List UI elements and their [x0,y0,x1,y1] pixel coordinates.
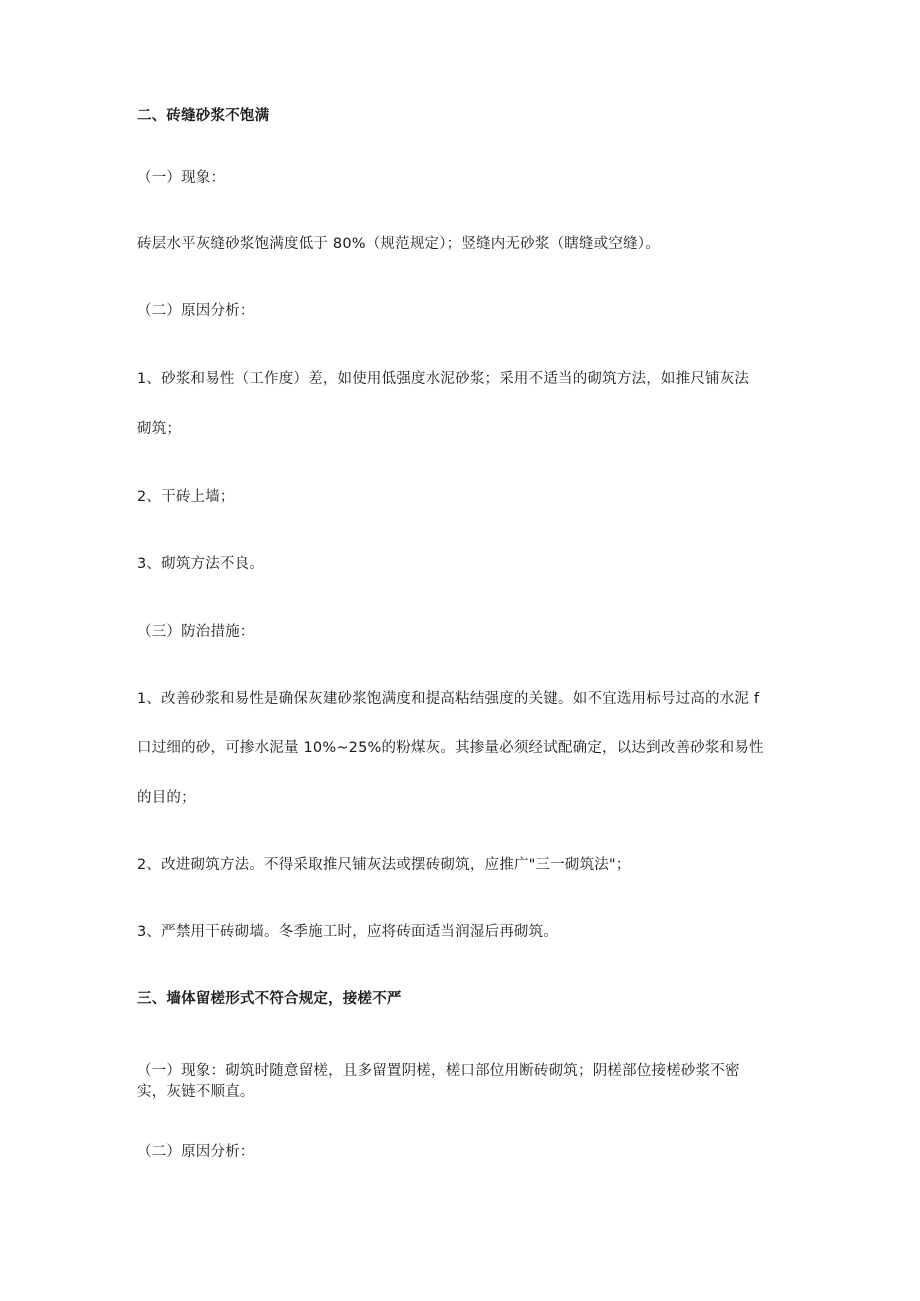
s2-measure-3: 3、严禁用干砖砌墙。冬季施工时，应将砖面适当润湿后再砌筑。 [137,924,559,940]
s3-cause-label: （二）原因分析： [137,1144,255,1160]
s2-cause-3: 3、砌筑方法不良。 [137,556,265,572]
s3-phenomenon-line-2: 实，灰链不顺直。 [137,1084,255,1100]
section-3-title: 三、墙体留槎形式不符合规定，接槎不严 [137,991,402,1007]
s2-cause-1-line-2: 砌筑； [137,421,182,437]
s2-cause-1-line-1: 1、砂浆和易性（工作度）差，如使用低强度水泥砂浆；采用不适当的砌筑方法，如推尺铺灰法 [137,371,750,387]
s2-measure-2: 2、改进砌筑方法。不得采取推尺铺灰法或摆砖砌筑，应推广"三一砌筑法"； [137,857,631,873]
s2-measure-1-line-2: 口过细的砂，可掺水泥量 10%~25%的粉煤灰。其掺量必须经试配确定，以达到改善砂浆和易性 [137,740,764,756]
s2-measure-label: （三）防治措施： [137,624,255,640]
s2-cause-label: （二）原因分析： [137,303,255,319]
s2-phenomenon-label: （一）现象： [137,170,226,186]
s2-measure-1-line-3: 的目的； [137,790,196,806]
s3-phenomenon-line-1: （一）现象：砌筑时随意留槎，且多留置阴槎，槎口部位用断砖砌筑；阴槎部位接槎砂浆不密 [137,1063,740,1079]
s2-measure-1-line-1: 1、改善砂浆和易性是确保灰建砂浆饱满度和提高粘结强度的关键。如不宜选用标号过高的水泥 f [137,691,760,707]
s2-cause-2: 2、干砖上墙； [137,489,235,505]
section-2-title: 二、砖缝砂浆不饱满 [137,108,270,124]
s2-phenomenon-text: 砖层水平灰缝砂浆饱满度低于 80%（规范规定）；竖缝内无砂浆（瞎缝或空缝）。 [137,236,660,252]
